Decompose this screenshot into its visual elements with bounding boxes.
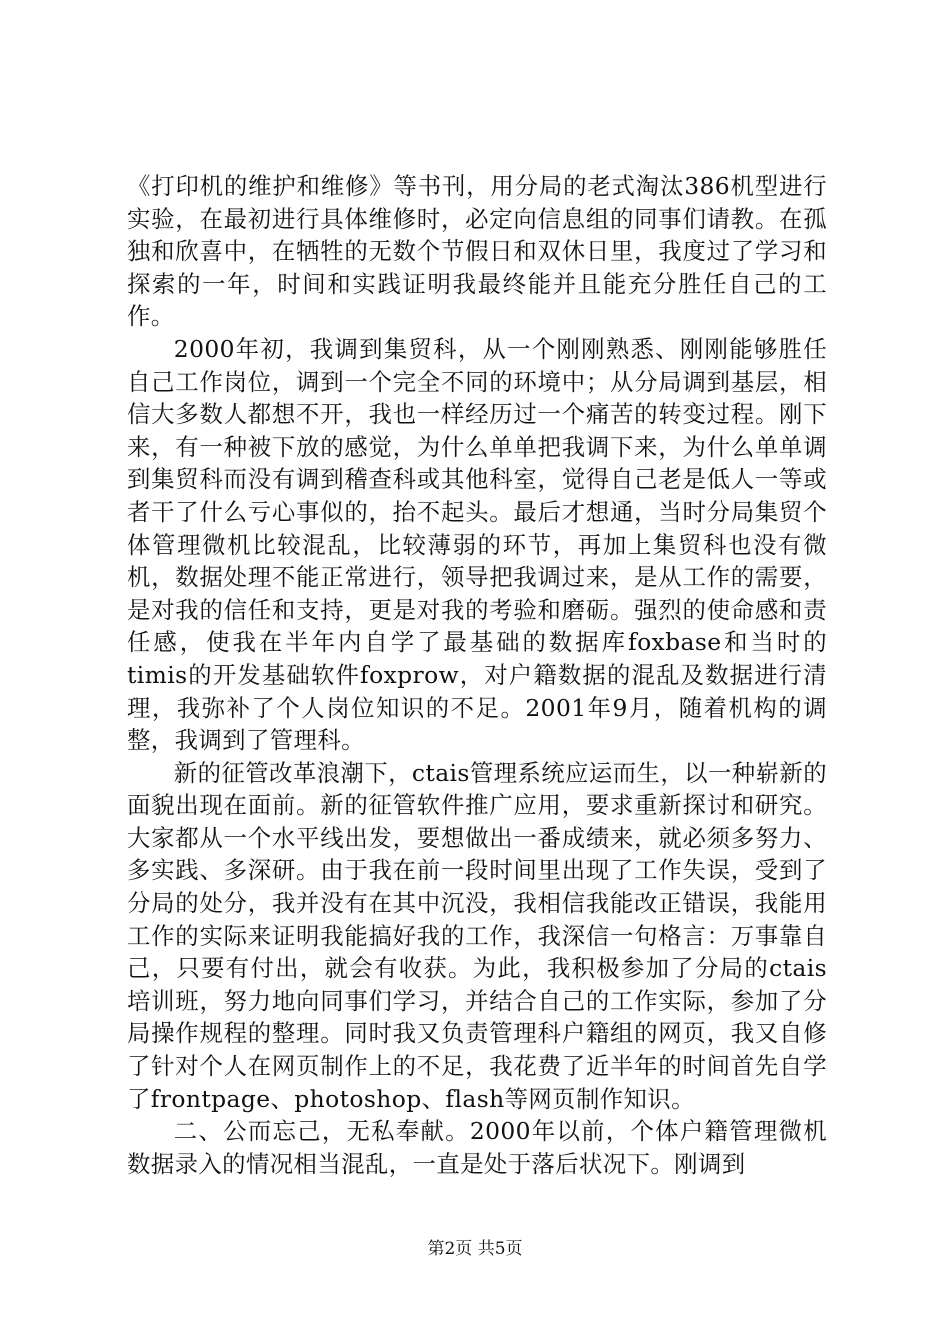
paragraph-ctais: 新的征管改革浪潮下，ctais管理系统应运而生，以一种崭新的面貌出现在面前。新的征管软件推广应用，要求重新探讨和研究。大家都从一个水平线出发，要想做出一番成绩来，就必须多努力、多实践、多深研。由于我在前一段时间里出现了工作失误，受到了分局的处分，我并没有在其中沉没，我相信我能改正错误，我能用工作的实际来证明我能搞好我的工作，我深信一句格言：万事靠自己，只要有付出，就会有收获。为此，我积极参加了分局的ctais培训班，努力地向同事们学习，并结合自己的工作实际，参加了分局操作规程的整理。同时我又负责管理科户籍组的网页，我又自修了针对个人在网页制作上的不足，我花费了近半年的时间首先自学了frontpage、photoshop、flash等网页制作知识。 [127, 758, 827, 1113]
paragraph-section-two: 二、公而忘己，无私奉献。2000年以前，个体户籍管理微机数据录入的情况相当混乱，一直是处于落后状况下。刚调到 [127, 1117, 827, 1178]
page-footer: 第2页 共5页 [427, 1239, 523, 1259]
paragraph-2000: 2000年初，我调到集贸科，从一个刚刚熟悉、刚刚能够胜任自己工作岗位，调到一个完全不同的环境中；从分局调到基层，相信大多数人都想不开，我也一样经历过一个痛苦的转变过程。刚下来，有一种被下放的感觉，为什么单单把我调下来，为什么单单调到集贸科而没有调到稽查科或其他科室，觉得自己老是低人一等或者干了什么亏心事似的，抬不起头。最后才想通，当时分局集贸个体管理微机比较混乱，比较薄弱的环节，再加上集贸科也没有微机，数据处理不能正常进行，领导把我调过来，是从工作的需要，是对我的信任和支持，更是对我的考验和磨砺。强烈的使命感和责任感，使我在半年内自学了最基础的数据库foxbase和当时的timis的开发基础软件foxprow，对户籍数据的混乱及数据进行清理，我弥补了个人岗位知识的不足。2001年9月，随着机构的调整，我调到了管理科。 [127, 334, 827, 755]
document-body [127, 170, 827, 1180]
paragraph-continuation: 《打印机的维护和维修》等书刊，用分局的老式淘汰386机型进行实验，在最初进行具体维修时，必定向信息组的同事们请教。在孤独和欣喜中，在牺牲的无数个节假日和双休日里，我度过了学习和探索的一年，时间和实践证明我最终能并且能充分胜任自己的工作。 [127, 172, 827, 331]
